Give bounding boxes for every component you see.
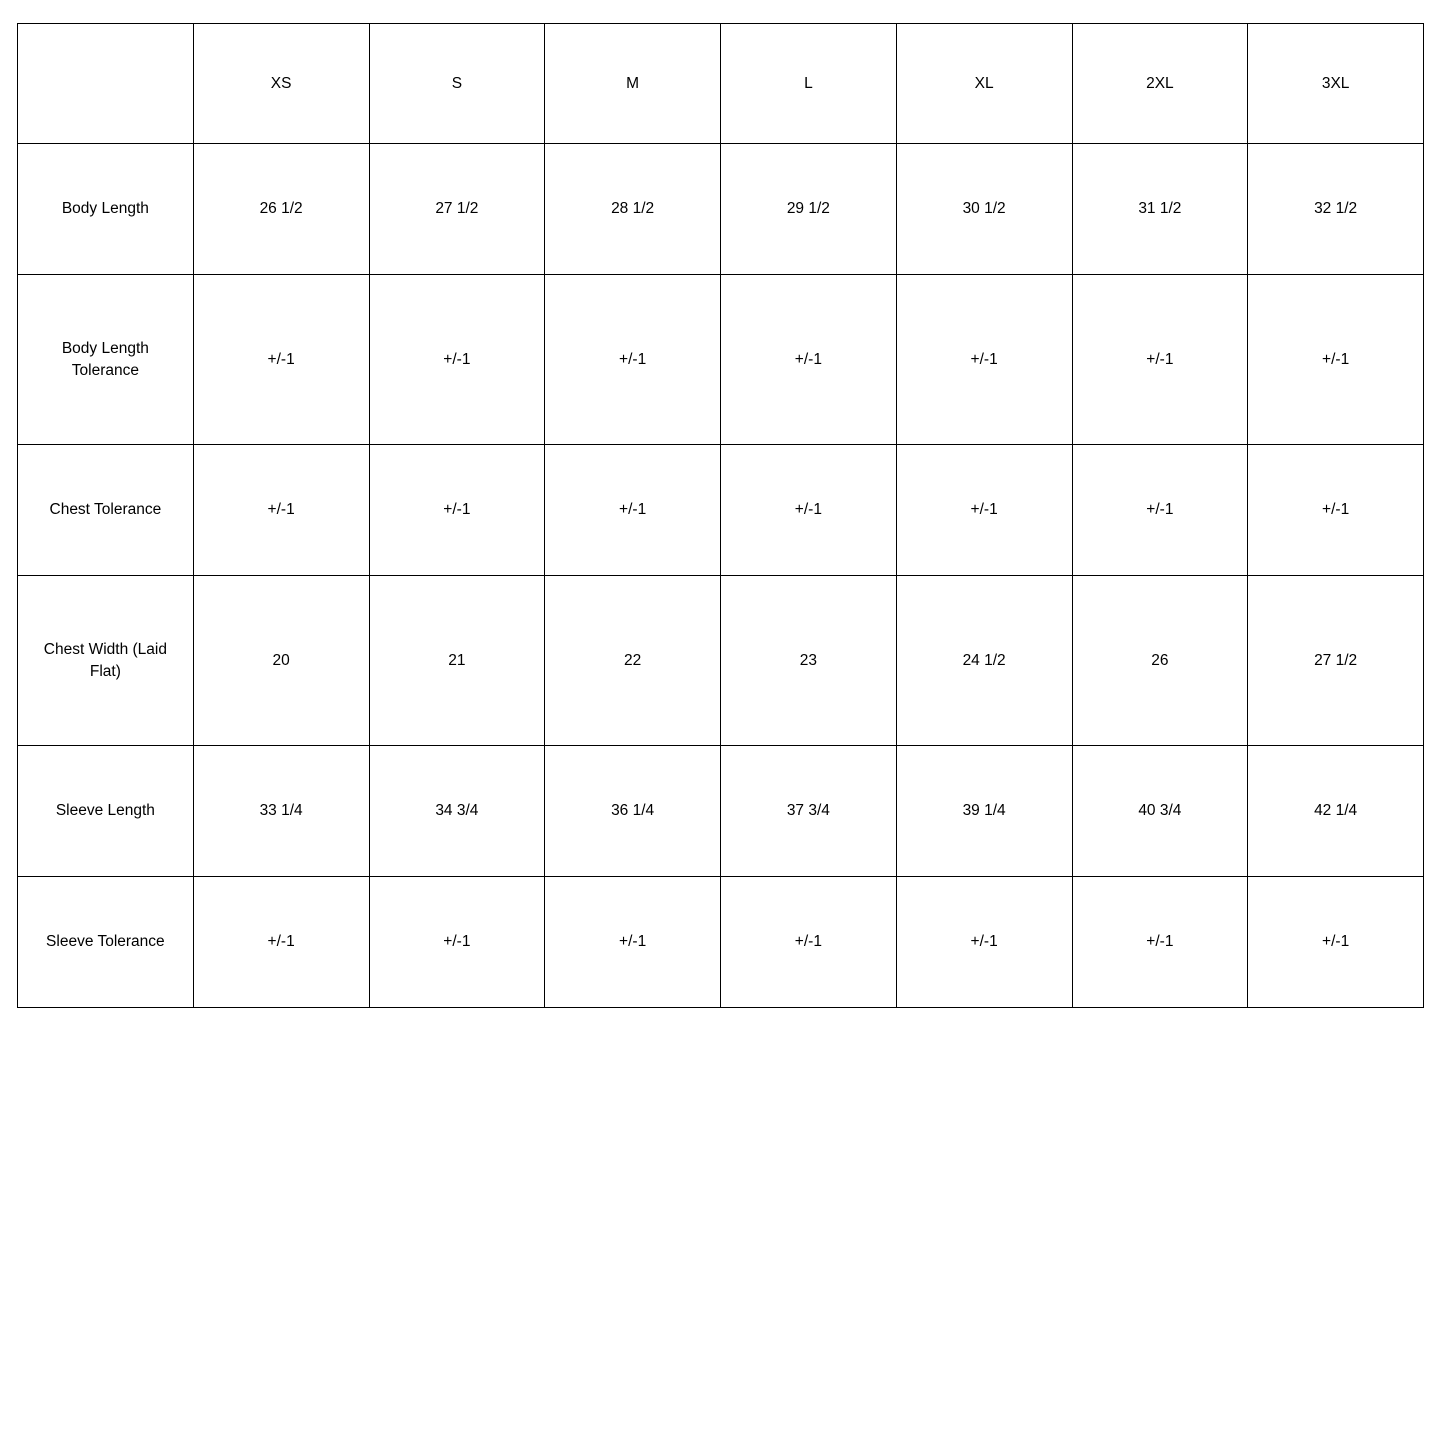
table-cell: +/-1 [545,275,721,445]
table-row [18,144,1424,275]
row-label: Chest Tolerance [18,445,194,576]
table-cell: +/-1 [193,877,369,1008]
table-cell: 37 3/4 [721,746,897,877]
table-cell: +/-1 [896,877,1072,1008]
size-chart-table [17,23,1424,1008]
table-cell: +/-1 [721,877,897,1008]
table-cell: +/-1 [1248,445,1424,576]
size-header: M [545,24,721,144]
table-cell: 39 1/4 [896,746,1072,877]
size-header: 3XL [1248,24,1424,144]
table-row [18,275,1424,445]
table-cell: +/-1 [369,275,545,445]
table-cell: 42 1/4 [1248,746,1424,877]
table-cell: 36 1/4 [545,746,721,877]
table-cell: +/-1 [545,445,721,576]
table-cell: 20 [193,576,369,746]
table-cell: +/-1 [896,275,1072,445]
table-cell: +/-1 [1072,445,1248,576]
table-row [18,576,1424,746]
table-cell: +/-1 [193,445,369,576]
row-label: Sleeve Length [18,746,194,877]
table-row [18,746,1424,877]
row-label: Sleeve Tolerance [18,877,194,1008]
table-cell: +/-1 [721,445,897,576]
table-cell: +/-1 [1248,877,1424,1008]
table-cell: 28 1/2 [545,144,721,275]
table-cell: 21 [369,576,545,746]
table-cell: +/-1 [369,877,545,1008]
table-cell: +/-1 [721,275,897,445]
table-cell: 31 1/2 [1072,144,1248,275]
table-cell: +/-1 [545,877,721,1008]
table-cell: 40 3/4 [1072,746,1248,877]
table-row [18,445,1424,576]
table-cell: 24 1/2 [896,576,1072,746]
row-label: Body Length Tolerance [18,275,194,445]
table-cell: 23 [721,576,897,746]
table-cell: 22 [545,576,721,746]
size-header: XS [193,24,369,144]
table-cell: 27 1/2 [369,144,545,275]
table-cell: 32 1/2 [1248,144,1424,275]
size-chart-body [18,24,1424,1008]
table-cell: 30 1/2 [896,144,1072,275]
size-header: 2XL [1072,24,1248,144]
table-cell: 33 1/4 [193,746,369,877]
table-cell: 34 3/4 [369,746,545,877]
table-cell: 26 [1072,576,1248,746]
header-row [18,24,1424,144]
corner-cell [18,24,194,144]
table-cell: +/-1 [896,445,1072,576]
table-cell: +/-1 [1248,275,1424,445]
table-cell: +/-1 [1072,877,1248,1008]
size-header: L [721,24,897,144]
table-cell: 29 1/2 [721,144,897,275]
table-cell: +/-1 [1072,275,1248,445]
row-label: Body Length [18,144,194,275]
table-cell: 26 1/2 [193,144,369,275]
size-header: S [369,24,545,144]
size-header: XL [896,24,1072,144]
table-cell: 27 1/2 [1248,576,1424,746]
row-label: Chest Width (Laid Flat) [18,576,194,746]
table-cell: +/-1 [193,275,369,445]
table-row [18,877,1424,1008]
table-cell: +/-1 [369,445,545,576]
